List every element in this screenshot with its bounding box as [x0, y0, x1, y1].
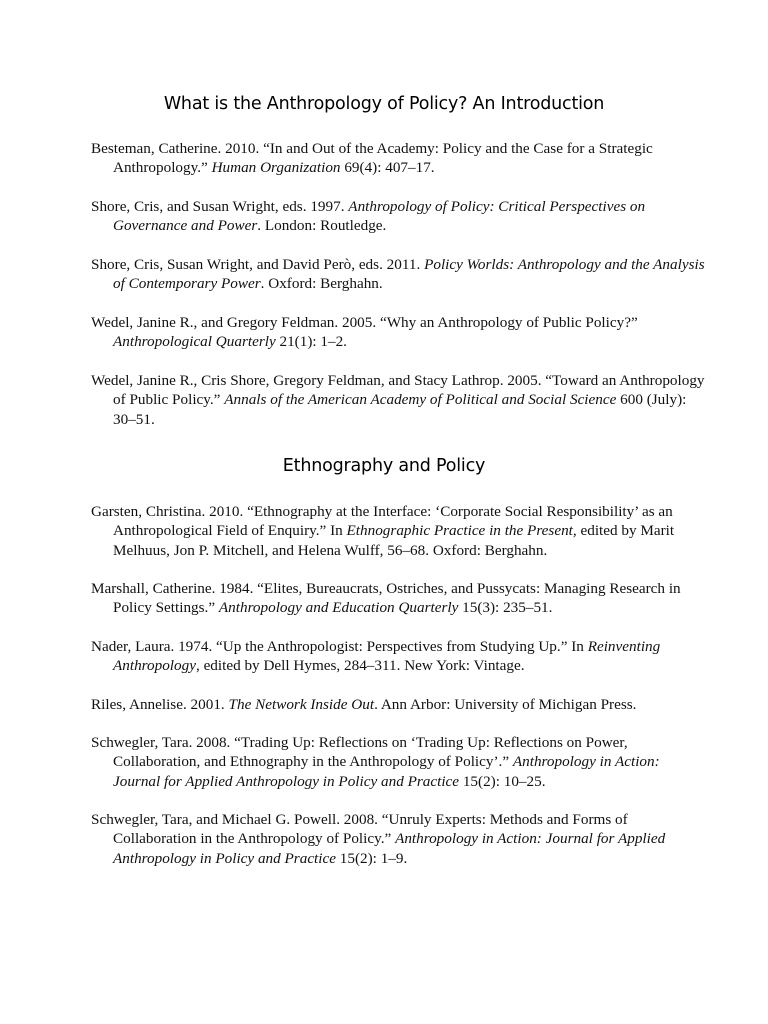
bibliography-entry: Garsten, Christina. 2010. “Ethnography at the Interface: ‘Corporate Social Responsibility’ as an Anthropological Field of Enquiry.” In Ethnographic Practice in the Present, edited by Marit Melhuus, Jon P. Mitchell, and Helena Wulff, 56–68. Oxford: Berghahn.	[91, 503, 675, 559]
bibliography-entry: Wedel, Janine R., and Gregory Feldman. 2005. “Why an Anthropology of Public Policy?” Anthropological Quarterly 21(1): 1–2.	[91, 314, 638, 351]
bibliography-entry: Shore, Cris, and Susan Wright, eds. 1997. Anthropology of Policy: Critical Perspectives on Governance and Power. London: Routledge.	[91, 198, 646, 235]
bibliography-entry: Riles, Annelise. 2001. The Network Inside Out. Ann Arbor: University of Michigan Press.	[91, 696, 637, 713]
bibliography-entry: Nader, Laura. 1974. “Up the Anthropologist: Perspectives from Studying Up.” In Reinventing Anthropology, edited by Dell Hymes, 284–311. New York: Vintage.	[91, 638, 661, 675]
section-heading: What is the Anthropology of Policy? An Introduction	[163, 94, 605, 114]
section-heading: Ethnography and Policy	[282, 456, 486, 476]
bibliography-entry: Wedel, Janine R., Cris Shore, Gregory Feldman, and Stacy Lathrop. 2005. “Toward an Anthropology of Public Policy.” Annals of the American Academy of Political and Social Science 600 (July): 30–51.	[91, 372, 705, 428]
bibliography-entry: Shore, Cris, Susan Wright, and David Però, eds. 2011. Policy Worlds: Anthropology and the Analysis of Contemporary Power. Oxford: Berghahn.	[91, 256, 705, 293]
bibliography-entry: Besteman, Catherine. 2010. “In and Out of the Academy: Policy and the Case for a Strategic Anthropology.” Human Organization 69(4): 407–17.	[91, 140, 653, 177]
bibliography-entry: Schwegler, Tara, and Michael G. Powell. 2008. “Unruly Experts: Methods and Forms of Collaboration in the Anthropology of Policy.” Anthropology in Action: Journal for Applied Anthropology in Policy and Practice 15(2): 1–9.	[91, 811, 666, 867]
bibliography-entry: Marshall, Catherine. 1984. “Elites, Bureaucrats, Ostriches, and Pussycats: Managing Research in Policy Settings.” Anthropology and Education Quarterly 15(3): 235–51.	[91, 580, 681, 617]
bibliography-entry: Schwegler, Tara. 2008. “Trading Up: Reflections on ‘Trading Up: Reflections on Power, Collaboration, and Ethnography in the Anthropology of Policy’.” Anthropology in Action: Journal for Applied Anthropology in Policy and Practice 15(2): 10–25.	[91, 734, 660, 790]
